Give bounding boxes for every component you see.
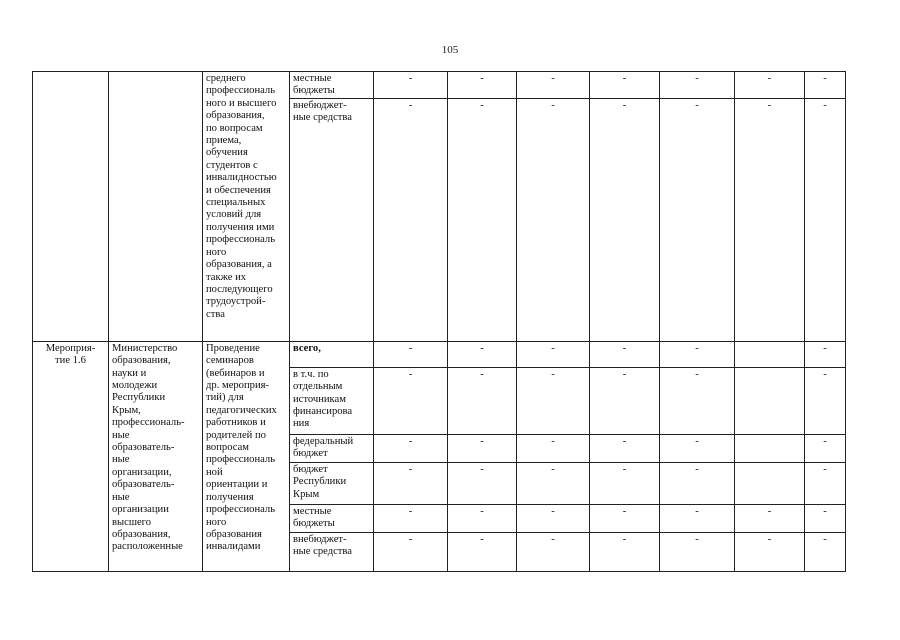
- funding-source-cell: местные бюджеты: [290, 72, 374, 99]
- value-cell: [735, 434, 805, 462]
- value-cell: -: [590, 462, 660, 504]
- value-cell: [735, 341, 805, 367]
- executor-cell: [109, 72, 203, 342]
- measure-id-cell: Мероприя- тие 1.6: [33, 341, 109, 571]
- value-cell: -: [448, 341, 517, 367]
- value-cell: -: [590, 532, 660, 571]
- value-cell: -: [805, 434, 846, 462]
- funding-source-cell: федеральный бюджет: [290, 434, 374, 462]
- value-cell: -: [517, 367, 590, 434]
- value-cell: -: [660, 462, 735, 504]
- funding-source-cell: внебюджет- ные средства: [290, 98, 374, 341]
- value-cell: -: [805, 532, 846, 571]
- value-cell: -: [517, 98, 590, 341]
- value-cell: -: [374, 341, 448, 367]
- value-cell: -: [590, 434, 660, 462]
- value-cell: -: [374, 434, 448, 462]
- value-cell: -: [374, 462, 448, 504]
- value-cell: -: [805, 98, 846, 341]
- funding-source-cell: бюджет Республики Крым: [290, 462, 374, 504]
- table-row: [33, 341, 846, 367]
- value-cell: -: [805, 341, 846, 367]
- value-cell: -: [660, 98, 735, 341]
- value-cell: -: [590, 367, 660, 434]
- value-cell: -: [735, 504, 805, 532]
- value-cell: -: [517, 72, 590, 99]
- value-cell: -: [374, 98, 448, 341]
- value-cell: -: [374, 504, 448, 532]
- value-cell: -: [660, 504, 735, 532]
- value-cell: -: [374, 367, 448, 434]
- value-cell: -: [805, 367, 846, 434]
- value-cell: -: [374, 532, 448, 571]
- value-cell: -: [660, 341, 735, 367]
- page-number: 105: [441, 44, 459, 56]
- value-cell: -: [517, 504, 590, 532]
- value-cell: -: [590, 341, 660, 367]
- value-cell: -: [448, 462, 517, 504]
- value-cell: -: [590, 98, 660, 341]
- value-cell: -: [660, 367, 735, 434]
- value-cell: -: [590, 72, 660, 99]
- value-cell: [735, 462, 805, 504]
- executor-cell: Министерство образования, науки и молодежи Республики Крым, профессиональ- ные образователь- ные организации, образователь- ные организации высшего образования, расположенные: [109, 341, 203, 571]
- funding-source-cell: местные бюджеты: [290, 504, 374, 532]
- table-row: [33, 72, 846, 99]
- value-cell: -: [448, 367, 517, 434]
- value-cell: -: [448, 72, 517, 99]
- funding-source-cell: в т.ч. по отдельным источникам финансирова ния: [290, 367, 374, 434]
- value-cell: -: [735, 72, 805, 99]
- value-cell: -: [660, 532, 735, 571]
- value-cell: -: [590, 504, 660, 532]
- measure-description-cell: среднего профессиональ ного и высшего образования, по вопросам приема, обучения студентов с инвалидностью и обеспечения специальных условий для получения ими профессиональ ного образования, а также их последующего трудоустрой- ства: [203, 72, 290, 342]
- value-cell: -: [517, 341, 590, 367]
- value-cell: -: [374, 72, 448, 99]
- value-cell: -: [735, 98, 805, 341]
- value-cell: [735, 367, 805, 434]
- value-cell: -: [517, 532, 590, 571]
- measure-id-cell: [33, 72, 109, 342]
- funding-source-cell: внебюджет- ные средства: [290, 532, 374, 571]
- value-cell: -: [735, 532, 805, 571]
- value-cell: -: [805, 504, 846, 532]
- funding-source-cell: всего,: [290, 341, 374, 367]
- value-cell: -: [517, 462, 590, 504]
- value-cell: -: [448, 434, 517, 462]
- value-cell: -: [448, 504, 517, 532]
- value-cell: -: [805, 72, 846, 99]
- value-cell: -: [448, 98, 517, 341]
- value-cell: -: [805, 462, 846, 504]
- measure-description-cell: Проведение семинаров (вебинаров и др. мероприя- тий) для педагогических работников и родителей по вопросам профессиональ ной ориентации и получения профессиональ ного образования инвалидами: [203, 341, 290, 571]
- value-cell: -: [448, 532, 517, 571]
- value-cell: -: [660, 434, 735, 462]
- program-measures-table: [32, 71, 846, 572]
- value-cell: -: [517, 434, 590, 462]
- value-cell: -: [660, 72, 735, 99]
